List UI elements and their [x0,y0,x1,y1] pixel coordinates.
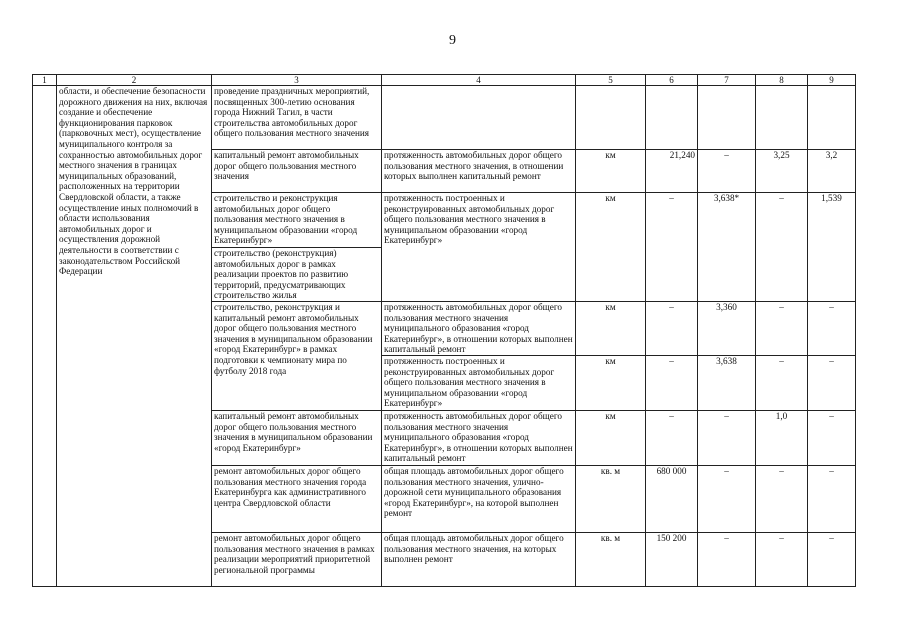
table-row [33,86,856,150]
unit-cell [576,86,646,150]
value-cell: 3,360 [698,302,756,356]
indicator-cell: общая площадь автомобильных дорог общего пользования местного значения, на которых выполнен ремонт [382,533,576,587]
unit-cell: км [576,150,646,193]
event-cell: капитальный ремонт автомобильных дорог общего пользования местного значения в муниципальном образовании «город Екатеринбург» [212,411,382,466]
task-description: области, и обеспечение безопасности дорожного движения на них, включая создание и обеспечение функционирования парковок (парковочных мест), осуществление муниципального контроля за сохранностью автомобильных дорог местного значения в границах муниципальных образований, расположенных на территории Свердловской области, а также осуществление иных полномочий в области использования автомобильных дорог и осуществления дорожной деятельности в соответствии с законодательством Российской Федерации [57,86,212,587]
indicator-cell: общая площадь автомобильных дорог общего пользования местного значения, улично-дорожной сети муниципального образования «город Екатеринбург», на которой выполнен ремонт [382,466,576,533]
value-cell [698,86,756,150]
col-header: 1 [33,75,57,86]
unit-cell: кв. м [576,466,646,533]
value-cell: – [756,466,808,533]
event-cell: капитальный ремонт автомобильных дорог общего пользования местного значения [212,150,382,193]
page-number: 9 [449,33,456,48]
indicator-cell: протяженность построенных и реконструированных автомобильных дорог общего пользования местного значения в муниципальном образовании «город Екатеринбург» [382,193,576,302]
value-cell: – [756,302,808,356]
col-header: 8 [756,75,808,86]
value-cell: 3,638* [698,193,756,302]
program-table [32,74,856,587]
value-cell [808,86,856,150]
event-cell: проведение праздничных мероприятий, посвященных 300-летию основания города Нижний Тагил, в части строительства автомобильных дорог общего пользования местного значения [212,86,382,150]
value-cell [646,86,698,150]
event-cell: строительство (реконструкция) автомобильных дорог в рамках реализации проектов по развитию территорий, предусматривающих строительство жилья [212,248,382,302]
value-cell: 3,2 [808,150,856,193]
value-cell: – [698,466,756,533]
col-header: 3 [212,75,382,86]
unit-cell: км [576,411,646,466]
value-cell: – [808,302,856,356]
value-cell: – [698,411,756,466]
col-header: 4 [382,75,576,86]
event-cell: строительство и реконструкция автомобильных дорог общего пользования местного значения в муниципальном образовании «город Екатеринбург» [212,193,382,248]
value-cell: – [646,302,698,356]
value-cell: 1,539 [808,193,856,302]
value-cell: – [646,193,698,302]
indicator-cell: протяженность построенных и реконструированных автомобильных дорог общего пользования местного значения в муниципальном образовании «город Екатеринбург» [382,356,576,411]
col-header: 2 [57,75,212,86]
value-cell: 150 200 [646,533,698,587]
value-cell: 1,0 [756,411,808,466]
unit-cell: кв. м [576,533,646,587]
value-cell: – [646,411,698,466]
value-cell: – [808,533,856,587]
value-cell: 680 000 [646,466,698,533]
col-header: 7 [698,75,756,86]
col-header: 9 [808,75,856,86]
value-cell: – [646,356,698,411]
value-cell: 3,25 [756,150,808,193]
indicator-cell: протяженность автомобильных дорог общего пользования местного значения муниципального образования «город Екатеринбург», в отношении которых выполнен капитальный ремонт [382,411,576,466]
value-cell: 3,638 [698,356,756,411]
value-cell: – [698,150,756,193]
value-cell: – [808,466,856,533]
value-cell [756,86,808,150]
event-cell: ремонт автомобильных дорог общего пользования местного значения города Екатеринбурга как административного центра Свердловской области [212,466,382,533]
unit-cell: км [576,193,646,302]
unit-cell: км [576,356,646,411]
event-cell: строительство, реконструкция и капитальный ремонт автомобильных дорог общего пользования местного значения в муниципальном образовании «город Екатеринбург» в рамках подготовки к чемпионату мира по футболу 2018 года [212,302,382,411]
cell-col1 [33,86,57,587]
indicator-cell [382,86,576,150]
value-cell: – [756,533,808,587]
value-cell: – [698,533,756,587]
header-row [33,75,856,86]
indicator-cell: протяженность автомобильных дорог общего пользования местного значения муниципального образования «город Екатеринбург», в отношении которых выполнен капитальный ремонт [382,302,576,356]
col-header: 6 [646,75,698,86]
event-cell: ремонт автомобильных дорог общего пользования местного значения в рамках реализации мероприятий приоритетной региональной программы [212,533,382,587]
value-cell: – [756,193,808,302]
col-header: 5 [576,75,646,86]
value-cell: – [756,356,808,411]
value-cell: 21,240 [646,150,698,193]
unit-cell: км [576,302,646,356]
value-cell: – [808,411,856,466]
value-cell: – [808,356,856,411]
indicator-cell: протяженность автомобильных дорог общего пользования местного значения, в отношении которых выполнен капитальный ремонт [382,150,576,193]
